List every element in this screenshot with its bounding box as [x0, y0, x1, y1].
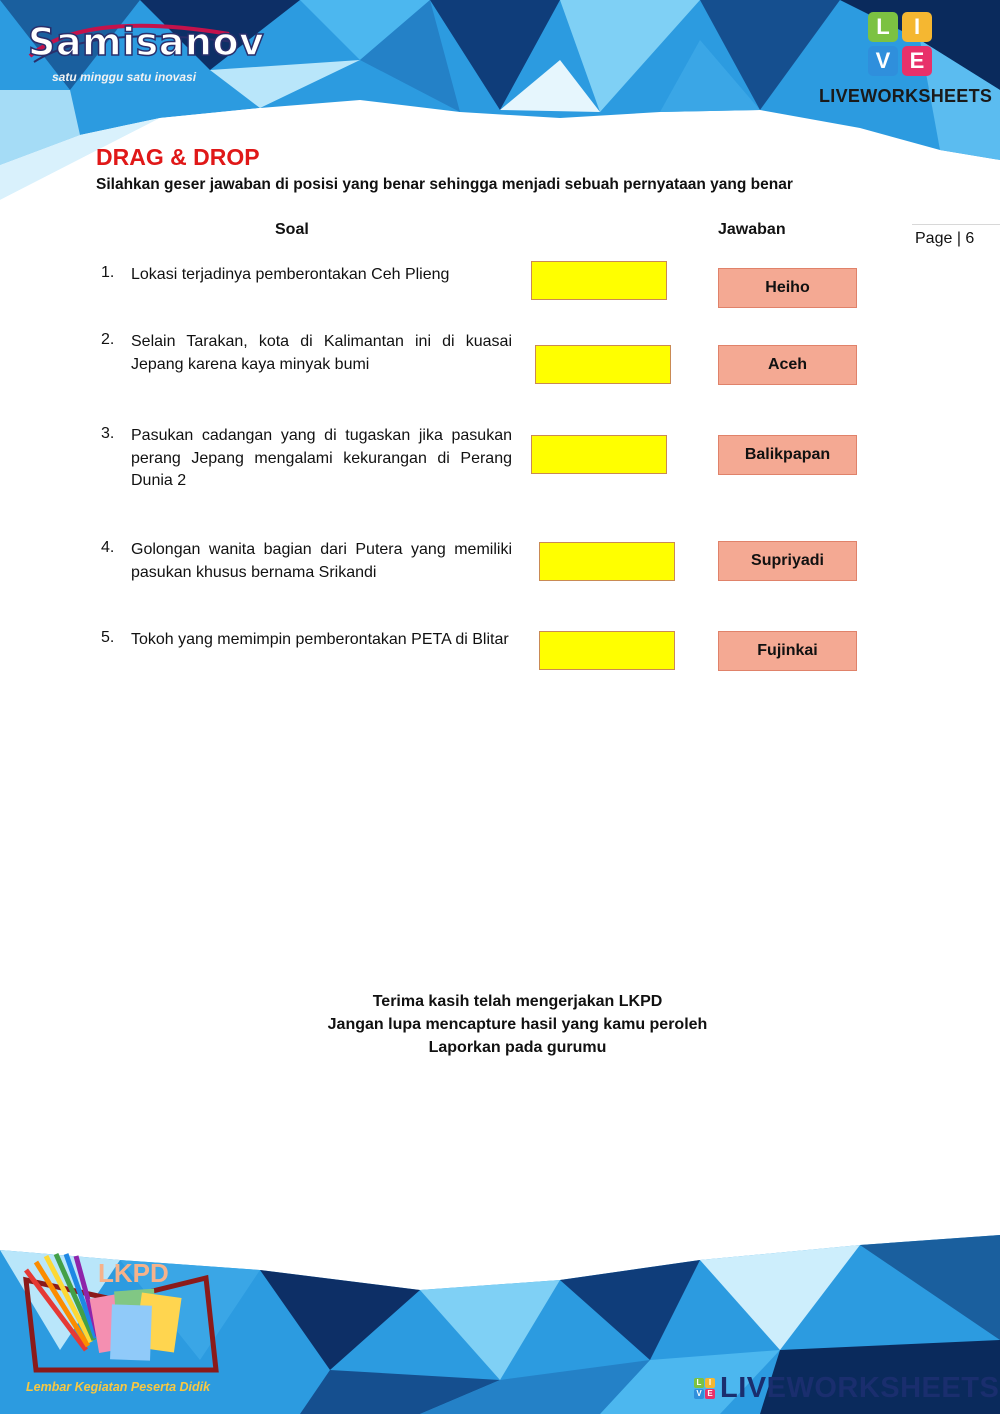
- question-number: 1.: [101, 264, 115, 281]
- answer-chip-fujinkai[interactable]: Fujinkai: [718, 631, 857, 671]
- liveworksheets-wordmark: LIVEWORKSHEETS: [819, 86, 993, 106]
- drop-zone-2[interactable]: [535, 345, 671, 384]
- lkpd-logo: [16, 1250, 246, 1410]
- question-number: 2.: [101, 331, 115, 348]
- live-mini-tile-l: L: [694, 1378, 704, 1388]
- answer-chip-supriyadi[interactable]: Supriyadi: [718, 541, 857, 581]
- live-tile-v: V: [868, 46, 898, 76]
- column-header-jawaban: Jawaban: [718, 221, 786, 238]
- question-text: Tokoh yang memimpin pemberontakan PETA di Blitar: [131, 631, 509, 648]
- closing-line-3: Laporkan pada gurumu: [428, 1039, 607, 1056]
- closing-message: [250, 990, 785, 1059]
- drop-zone-5[interactable]: [539, 631, 675, 670]
- question-text: Pasukan cadangan yang di tugaskan jika pasukan perang Jepang mengalami kekurangan di Perang Dunia 2: [131, 427, 512, 489]
- drop-zone-4[interactable]: [539, 542, 675, 581]
- page-number: Page | 6: [915, 230, 975, 247]
- answer-chip-balikpapan[interactable]: Balikpapan: [718, 435, 857, 475]
- closing-line-2: Jangan lupa mencapture hasil yang kamu peroleh: [327, 1016, 708, 1033]
- live-tile-l: L: [868, 12, 898, 42]
- drop-zone-1[interactable]: [531, 261, 667, 300]
- question-text: Golongan wanita bagian dari Putera yang memiliki pasukan khusus bernama Srikandi: [131, 541, 512, 581]
- closing-line-1: Terima kasih telah mengerjakan LKPD: [372, 993, 663, 1010]
- lkpd-title: LKPD: [98, 1258, 169, 1288]
- answer-chip-heiho[interactable]: Heiho: [718, 268, 857, 308]
- lkpd-caption: Lembar Kegiatan Peserta Didik: [26, 1380, 211, 1394]
- live-mini-tile-v: V: [694, 1389, 704, 1399]
- drop-zone-3[interactable]: [531, 435, 667, 474]
- question-number: 4.: [101, 539, 115, 556]
- instruction-text: Silahkan geser jawaban di posisi yang benar sehingga menjadi sebuah pernyataan yang benar: [96, 176, 793, 193]
- question-text: Lokasi terjadinya pemberontakan Ceh Plieng: [131, 266, 450, 283]
- page-title: DRAG & DROP: [96, 144, 260, 170]
- live-tile-i: I: [902, 12, 932, 42]
- question-text: Selain Tarakan, kota di Kalimantan ini di kuasai Jepang karena kaya minyak bumi: [131, 333, 512, 373]
- liveworksheets-wordmark-bottom: LIVEWORKSHEETS: [720, 1372, 1000, 1404]
- question-number: 3.: [101, 425, 115, 442]
- live-tile-e: E: [902, 46, 932, 76]
- live-mini-tile-i: I: [705, 1378, 715, 1388]
- samisanov-logo: [24, 16, 265, 86]
- page-number-divider: [912, 224, 1000, 225]
- question-number: 5.: [101, 629, 115, 646]
- liveworksheets-logo-top: [816, 10, 991, 110]
- brand-tagline: satu minggu satu inovasi: [52, 70, 197, 84]
- answer-chip-aceh[interactable]: Aceh: [718, 345, 857, 385]
- liveworksheets-logo-bottom: [690, 1372, 1000, 1410]
- brand-name: Samisanov: [28, 20, 265, 64]
- live-mini-tile-e: E: [705, 1389, 715, 1399]
- column-header-soal: Soal: [275, 221, 309, 238]
